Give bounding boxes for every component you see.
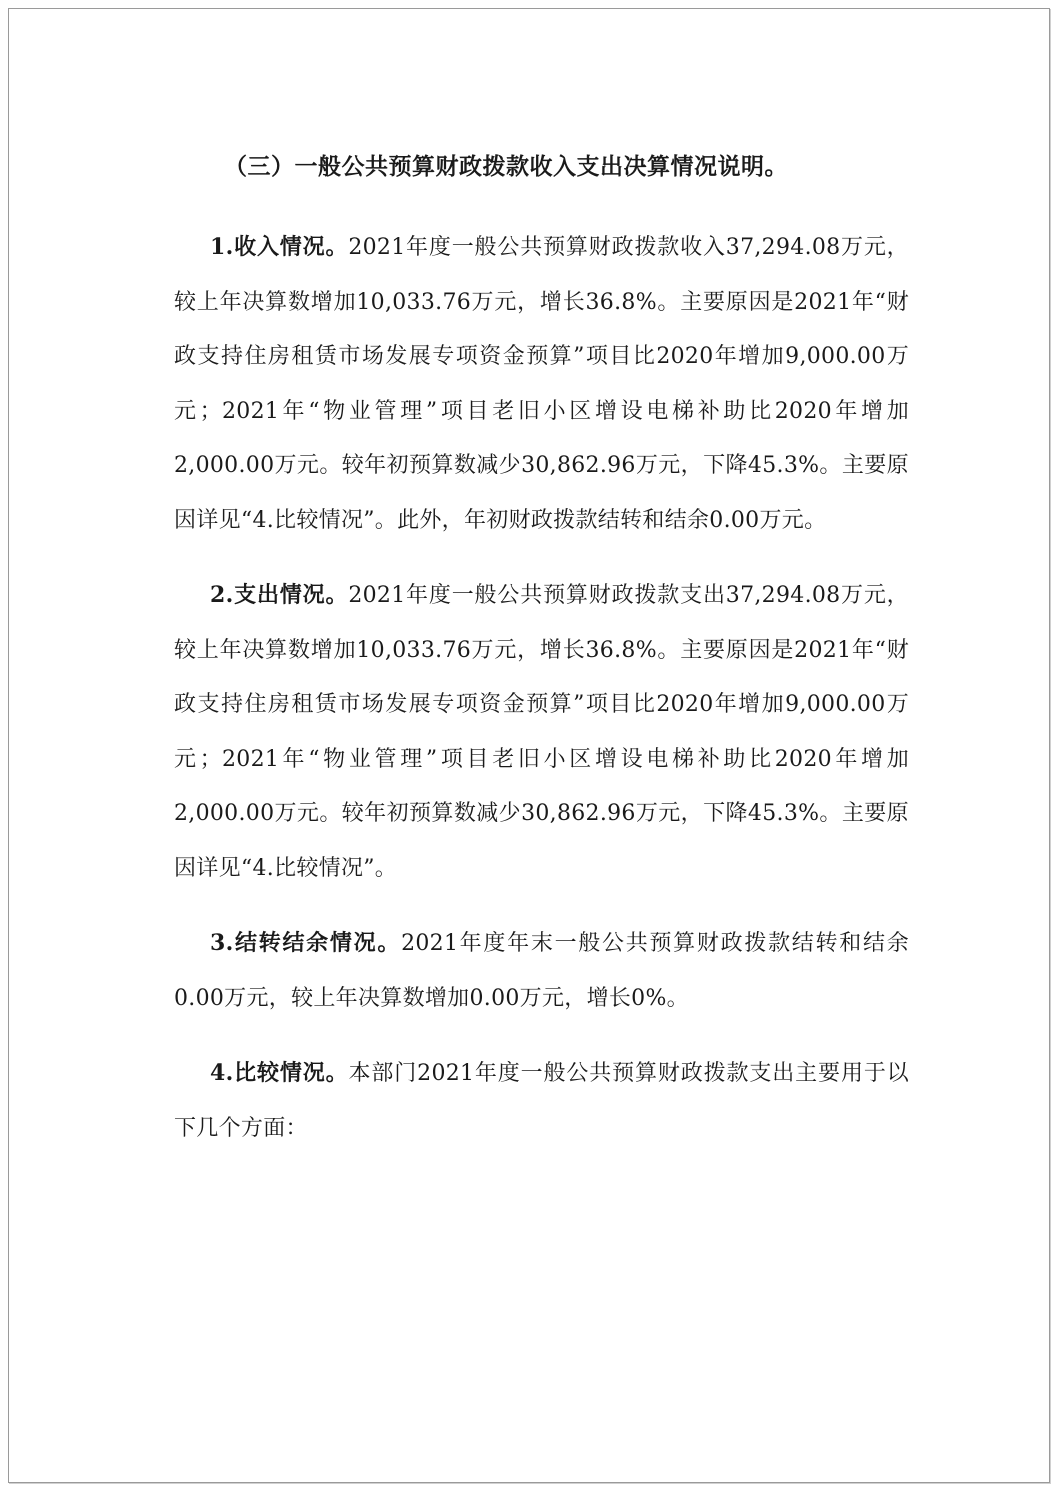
paragraph-income: [174, 220, 909, 548]
document-content: [174, 139, 909, 1156]
paragraph-lead: 3.结转结余情况。: [210, 930, 402, 956]
paragraph-body: 2021年度年末一般公共预算财政拨款结转和结余0.00万元，较上年决算数增加0.00万元，增长0%。: [174, 931, 910, 1011]
paragraph-carryover: [174, 916, 909, 1026]
paragraph-body: 本部门2021年度一般公共预算财政拨款支出主要用于以下几个方面：: [174, 1061, 909, 1141]
section-heading: （三）一般公共预算财政拨款收入支出决算情况说明。: [224, 153, 788, 180]
paragraph-comparison: [174, 1046, 909, 1156]
document-page: [8, 8, 1050, 1483]
paragraph-body: 2021年度一般公共预算财政拨款收入37,294.08万元，较上年决算数增加10,033.76万元，增长36.8%。主要原因是2021年“财政支持住房租赁市场发展专项资金预算”项目比2020年增加9,000.00万元；2021年“物业管理”项目老旧小区增设电梯补助比2020年增加2,000.00万元。较年初预算数减少30,862.96万元，下降45.3%。主要原因详见“4.比较情况”。此外，年初财政拨款结转和结余0.00万元。: [174, 235, 909, 533]
paragraph-lead: 2.支出情况。: [210, 582, 349, 608]
paragraph-lead: 1.收入情况。: [210, 234, 349, 260]
paragraph-body: 2021年度一般公共预算财政拨款支出37,294.08万元，较上年决算数增加10,033.76万元，增长36.8%。主要原因是2021年“财政支持住房租赁市场发展专项资金预算”项目比2020年增加9,000.00万元；2021年“物业管理”项目老旧小区增设电梯补助比2020年增加2,000.00万元。较年初预算数减少30,862.96万元，下降45.3%。主要原因详见“4.比较情况”。: [174, 583, 909, 881]
paragraph-expenditure: [174, 568, 909, 896]
paragraph-lead: 4.比较情况。: [210, 1060, 349, 1086]
